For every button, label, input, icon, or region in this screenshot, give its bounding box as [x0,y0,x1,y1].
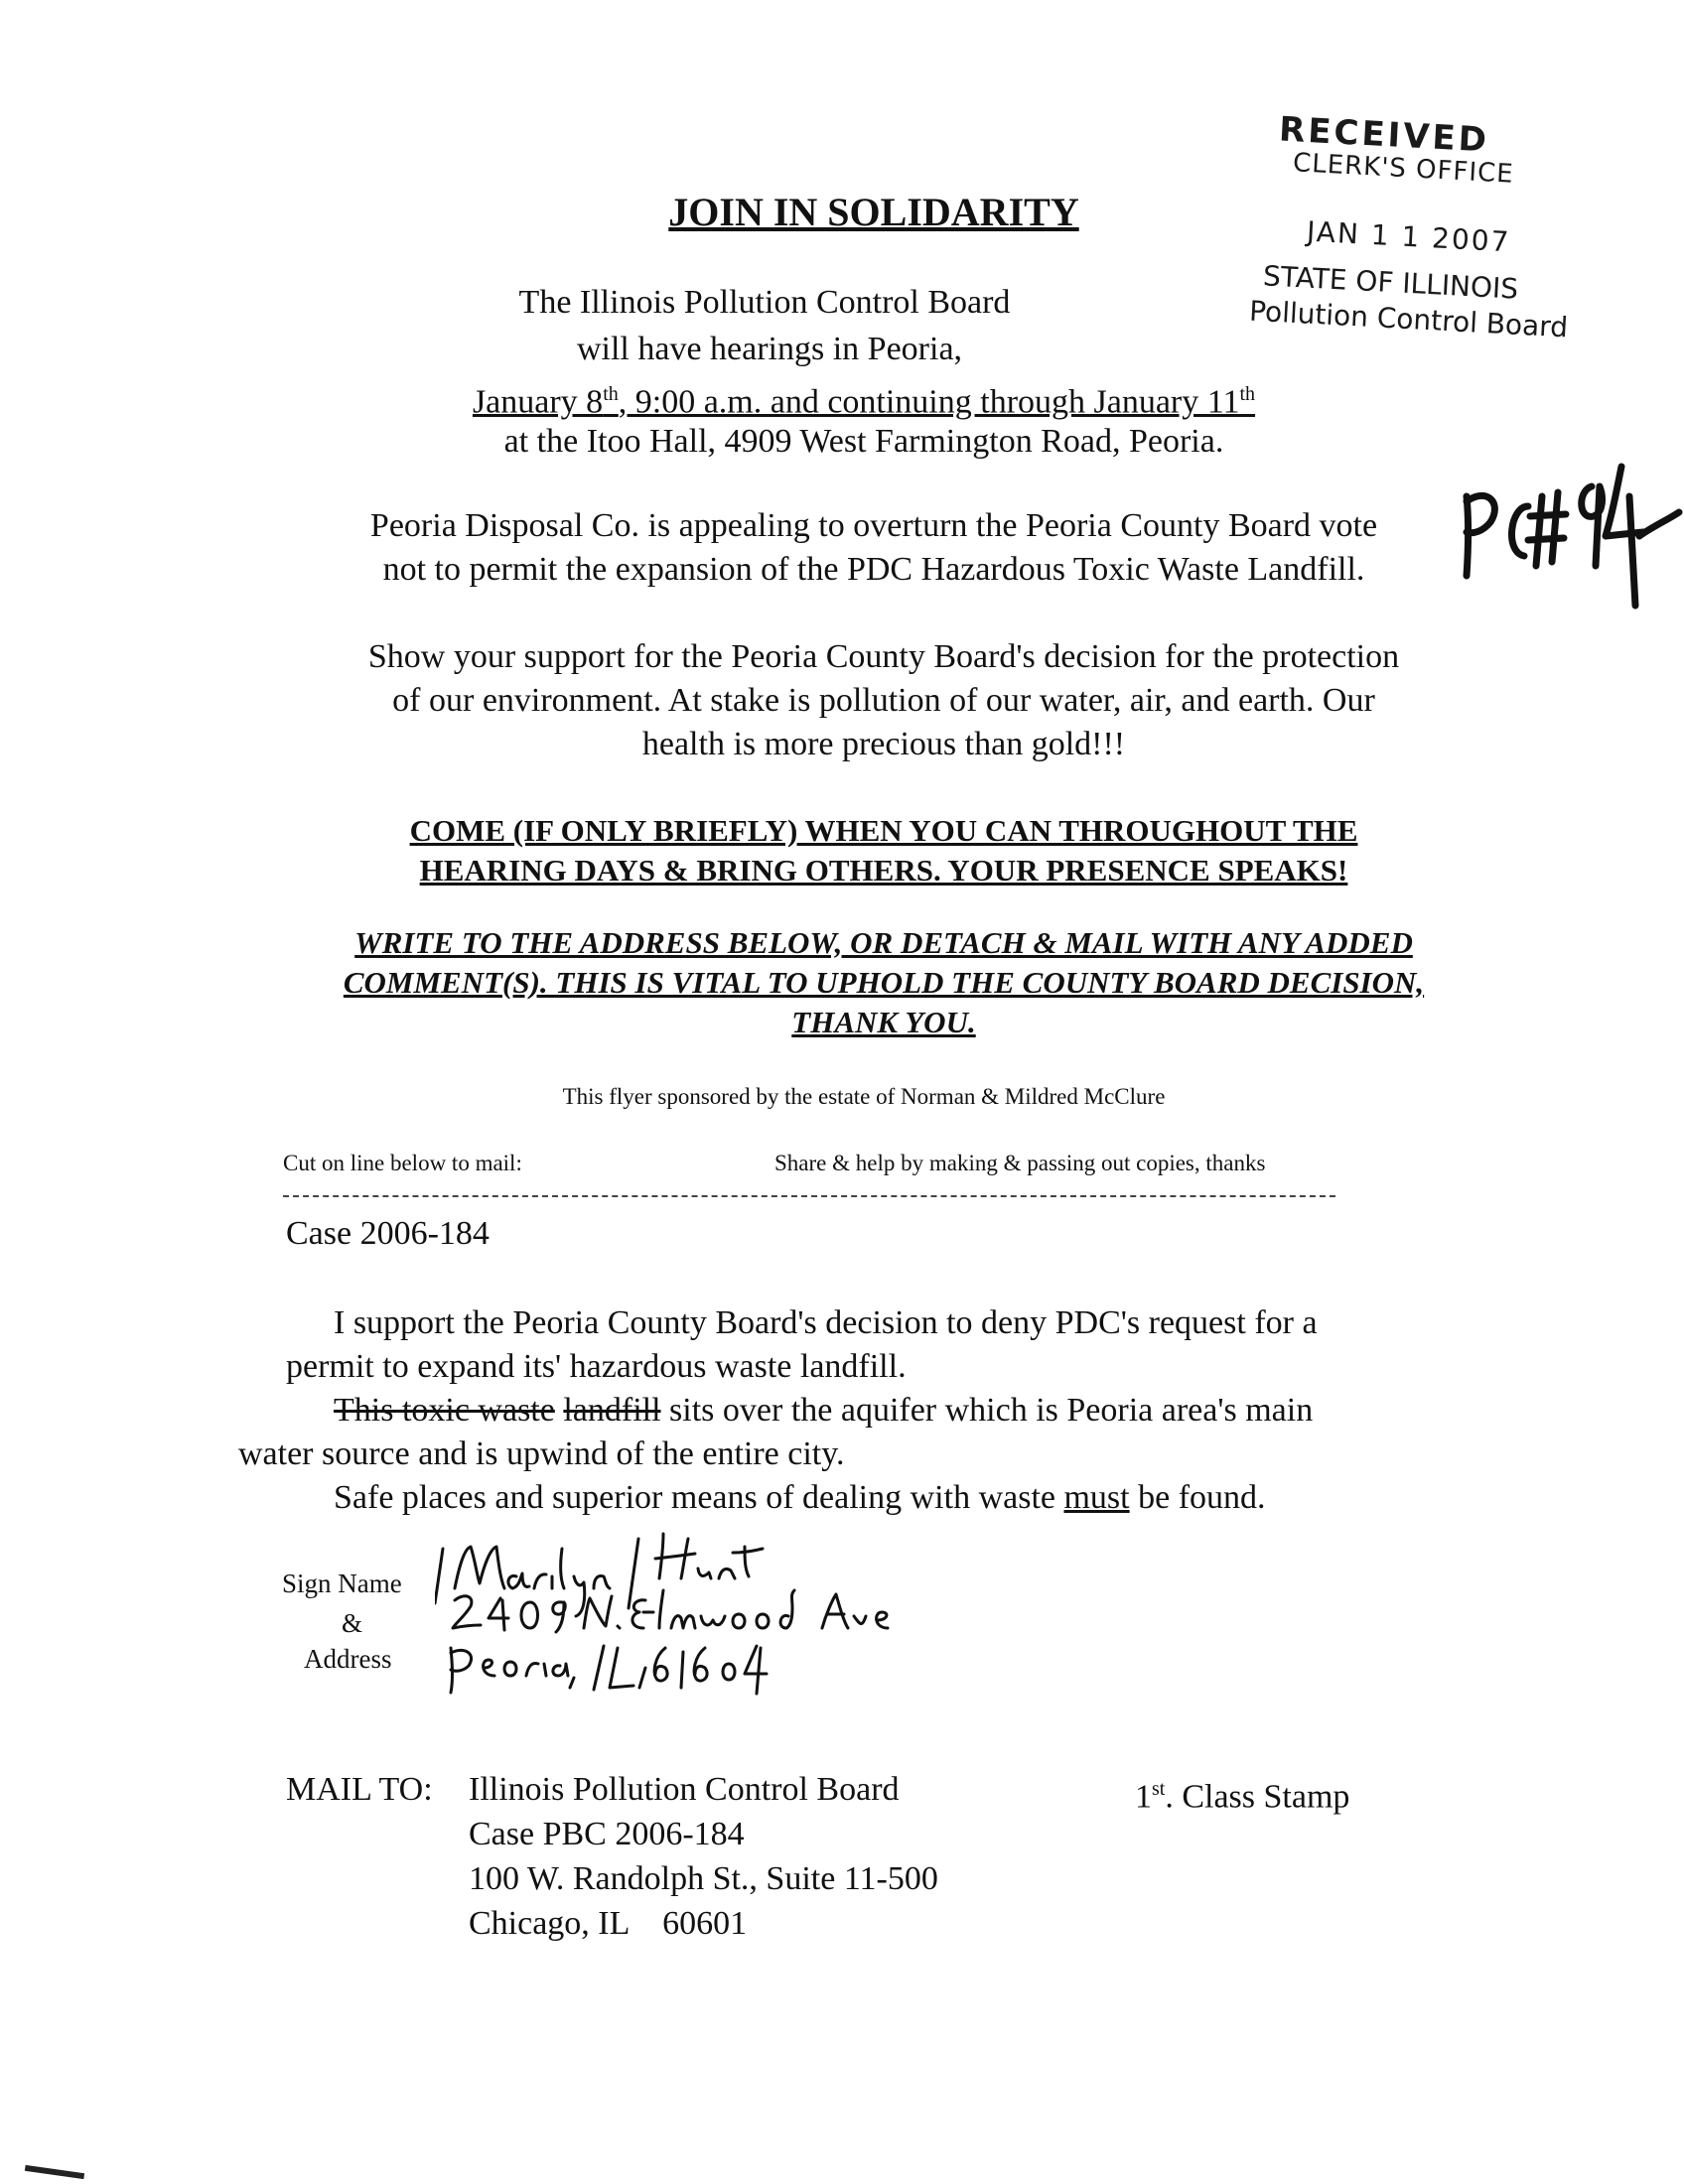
hearing-date-start: January 8 [472,383,604,421]
stamp-label-suffix: st [1152,1778,1166,1800]
form-aquifer-statement [238,1389,1517,1476]
appeal-line-1: Peoria Disposal Co. is appealing to overturn the Peoria County Board vote [369,507,1378,544]
support-line-3: health is more precious than gold!!! [641,726,1126,762]
stamp-label-ordinal: 1 [1135,1778,1152,1816]
hearing-line-2: will have hearings in Peoria, [576,331,963,367]
share-label: Share & help by making & passing out copies, thanks [774,1151,1266,1175]
form-safe-statement [334,1476,1565,1520]
form-case-number: Case 2006-184 [286,1215,490,1252]
stamp-label-text: . Class Stamp [1165,1778,1350,1816]
hearing-date-range: , 9:00 a.m. and continuing through January 11 [618,383,1240,421]
come-notice [318,811,1450,890]
appeal-paragraph [278,504,1489,592]
address-label: Address [304,1644,392,1674]
hearing-location: at the Itoo Hall, 4909 West Farmington Road, Peoria. [503,423,1224,460]
safe-text-emphasis: must [1063,1479,1130,1516]
write-line-2: COMMENT(S). THIS IS VITAL TO UPHOLD THE COUNTY BOARD DECISION, [343,965,1425,1000]
safe-text-before: Safe places and superior means of dealing with waste [334,1479,1064,1516]
received-stamp-date: JAN 1 1 2007 [1306,214,1512,259]
aquifer-text: sits over the aquifer which is Peoria area's main [660,1392,1314,1429]
received-stamp-office: CLERK'S OFFICE [1292,148,1515,190]
write-line-1: WRITE TO THE ADDRESS BELOW, OR DETACH & MAIL WITH ANY ADDED [354,925,1413,960]
sign-name-label: Sign Name [282,1569,402,1598]
form-support-line-1: I support the Peoria County Board's decision to deny PDC's request for a [334,1304,1318,1341]
come-line-1: COME (IF ONLY BRIEFLY) WHEN YOU CAN THROUGHOUT THE [409,813,1358,848]
hearing-date-start-suffix: th [603,383,619,405]
form-support-statement [286,1301,1517,1389]
cut-label: Cut on line below to mail: [283,1151,522,1175]
mail-street-address: 100 W. Randolph St., Suite 11-500 [469,1860,938,1897]
mail-organization: Illinois Pollution Control Board [469,1771,900,1808]
safe-text-after: be found. [1129,1479,1266,1516]
come-line-2: HEARING DAYS & BRING OTHERS. YOUR PRESENCE SPEAKS! [419,853,1348,887]
hearing-date-end-suffix: th [1239,383,1256,405]
received-stamp-board: Pollution Control Board [1248,294,1569,344]
hearing-line-1: The Illinois Pollution Control Board [518,284,1011,321]
handwritten-pc-mark [1455,457,1683,625]
support-line-1: Show your support for the Peoria County Board's decision for the protection [367,638,1400,675]
handwritten-signature [435,1529,1051,1698]
page-title: JOIN IN SOLIDARITY [668,190,1079,234]
sponsor-note: This flyer sponsored by the estate of Norman & Mildred McClure [562,1084,1166,1109]
struck-text-2: landfill [563,1392,661,1429]
form-support-line-2: permit to expand its' hazardous waste landfill. [286,1348,907,1385]
ampersand-label: & [342,1608,363,1638]
hearing-dates [377,372,1350,424]
form-aquifer-line-2: water source and is upwind of the entire city. [238,1435,845,1472]
support-paragraph [268,635,1499,766]
mail-to-label: MAIL TO: [286,1771,433,1808]
received-stamp-label: RECEIVED [1278,109,1490,161]
support-line-2: of our environment. At stake is pollution of our water, air, and earth. Our [392,682,1375,719]
struck-text: This toxic waste [334,1392,555,1429]
postage-stamp-label [1135,1767,1349,1819]
cut-line-divider [283,1195,1335,1197]
write-line-3: THANK YOU. [791,1005,976,1039]
write-notice [288,923,1479,1042]
scan-artifact [25,2165,84,2179]
appeal-line-2: not to permit the expansion of the PDC Hazardous Toxic Waste Landfill. [382,551,1365,588]
mail-case-number: Case PBC 2006-184 [469,1816,745,1852]
form-aquifer-line-1 [286,1389,1517,1433]
received-stamp-state: STATE OF ILLINOIS [1262,259,1519,306]
mail-city-zip: Chicago, IL 60601 [469,1905,748,1942]
